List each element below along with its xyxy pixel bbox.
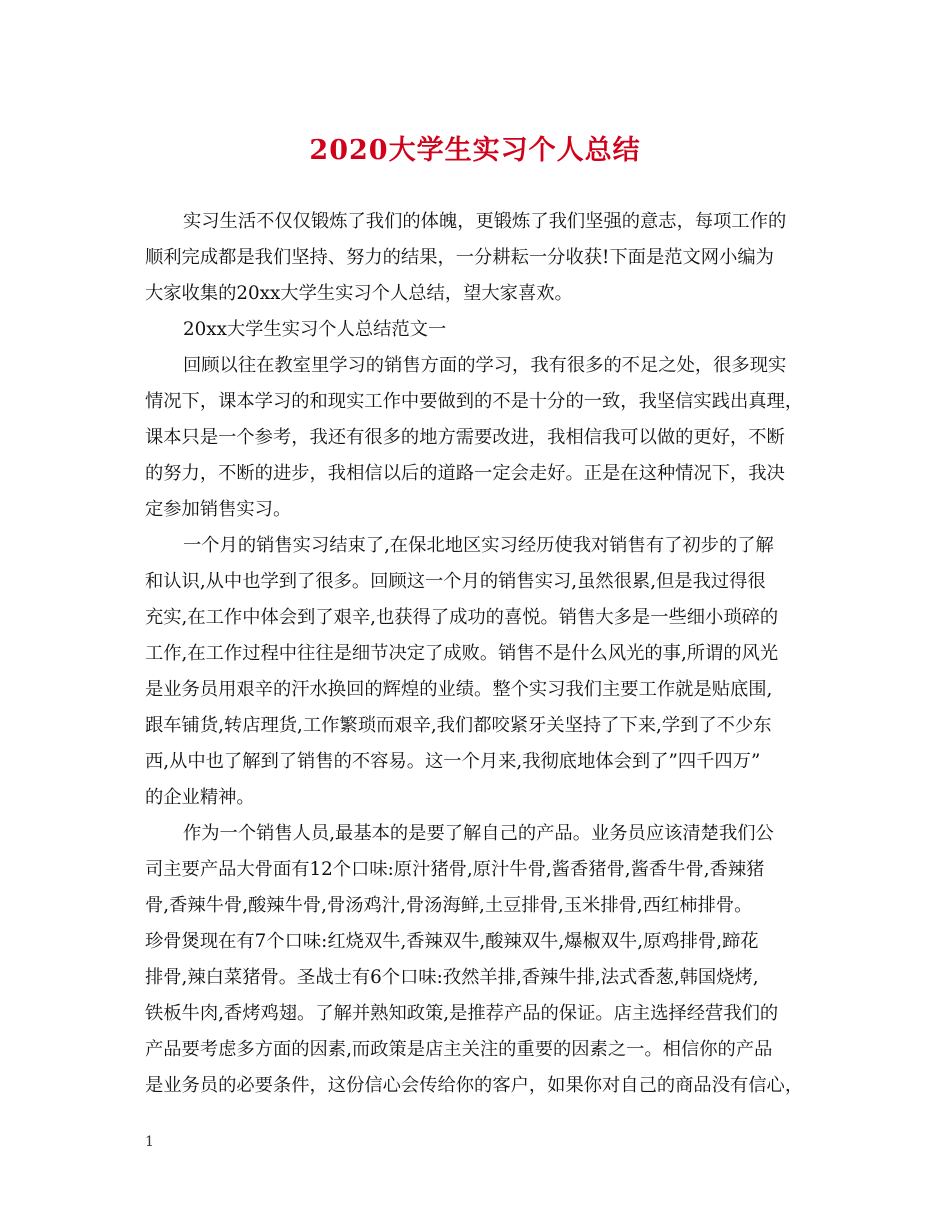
text-line: 是业务员用艰辛的汗水换回的辉煌的业绩。整个实习我们主要工作就是贴底围, [145,679,773,700]
text-line: 和认识,从中也学到了很多。回顾这一个月的销售实习,虽然很累,但是我过得很 [145,571,766,592]
text-line: 是业务员的必要条件，这份信心会传给你的客户，如果你对自己的商品没有信心， [145,1075,804,1096]
text-line: 跟车铺货,转店理货,工作繁琐而艰辛,我们都咬紧牙关坚持了下来,学到了不少东 [145,715,772,736]
text-line: 大家收集的20xx大学生实习个人总结，望大家喜欢。 [145,283,573,304]
text-line: 充实,在工作中体会到了艰辛,也获得了成功的喜悦。销售大多是一些细小琐碎的 [145,607,779,628]
text-line: 司主要产品大骨面有12个口味:原汁猪骨,原汁牛骨,酱香猪骨,酱香牛骨,香辣猪 [145,859,765,880]
text-line: 实习生活不仅仅锻炼了我们的体魄，更锻炼了我们坚强的意志，每项工作的 [183,211,787,232]
text-line: 情况下，课本学习的和现实工作中要做到的不是十分的一致，我坚信实践出真理， [145,391,804,412]
page-number: 1 [145,1134,154,1150]
text-line: 顺利完成都是我们坚持、努力的结果，一分耕耘一分收获!下面是范文网小编为 [145,247,774,268]
text-line: 回顾以往在教室里学习的销售方面的学习，我有很多的不足之处，很多现实 [183,355,787,376]
document-body [145,204,807,1104]
text-line: 定参加销售实习。 [145,499,292,520]
text-line: 骨,香辣牛骨,酸辣牛骨,骨汤鸡汁,骨汤海鲜,土豆排骨,玉米排骨,西红柿排骨。 [145,895,753,916]
text-line: 的努力，不断的进步，我相信以后的道路一定会走好。正是在这种情况下，我决 [145,463,785,484]
text-line: 工作,在工作过程中往往是细节决定了成败。销售不是什么风光的事,所谓的风光 [145,643,779,664]
section-heading: 20xx大学生实习个人总结范文一 [183,319,447,340]
text-line: 的企业精神。 [145,787,255,808]
text-line: 作为一个销售人员,最基本的是要了解自己的产品。业务员应该清楚我们公 [183,823,774,844]
text-line: 课本只是一个参考，我还有很多的地方需要改进，我相信我可以做的更好，不断 [145,427,785,448]
text-line: 珍骨煲现在有7个口味:红烧双牛,香辣双牛,酸辣双牛,爆椒双牛,原鸡排骨,蹄花 [145,931,759,952]
text-line: 产品要考虑多方面的因素,而政策是店主关注的重要的因素之一。相信你的产品 [145,1039,773,1060]
text-line: 铁板牛肉,香烤鸡翅。了解并熟知政策,是推荐产品的保证。店主选择经营我们的 [145,1003,779,1024]
text-line: 西,从中也了解到了销售的不容易。这一个月来,我彻底地体会到了”四千四万” [145,751,761,772]
text-line: 一个月的销售实习结束了,在保北地区实习经历使我对销售有了初步的了解 [183,535,774,556]
document-title: 2020大学生实习个人总结 [309,135,641,166]
text-line: 排骨,辣白菜猪骨。圣战士有6个口味:孜然羊排,香辣牛排,法式香葱,韩国烧烤, [145,967,759,988]
